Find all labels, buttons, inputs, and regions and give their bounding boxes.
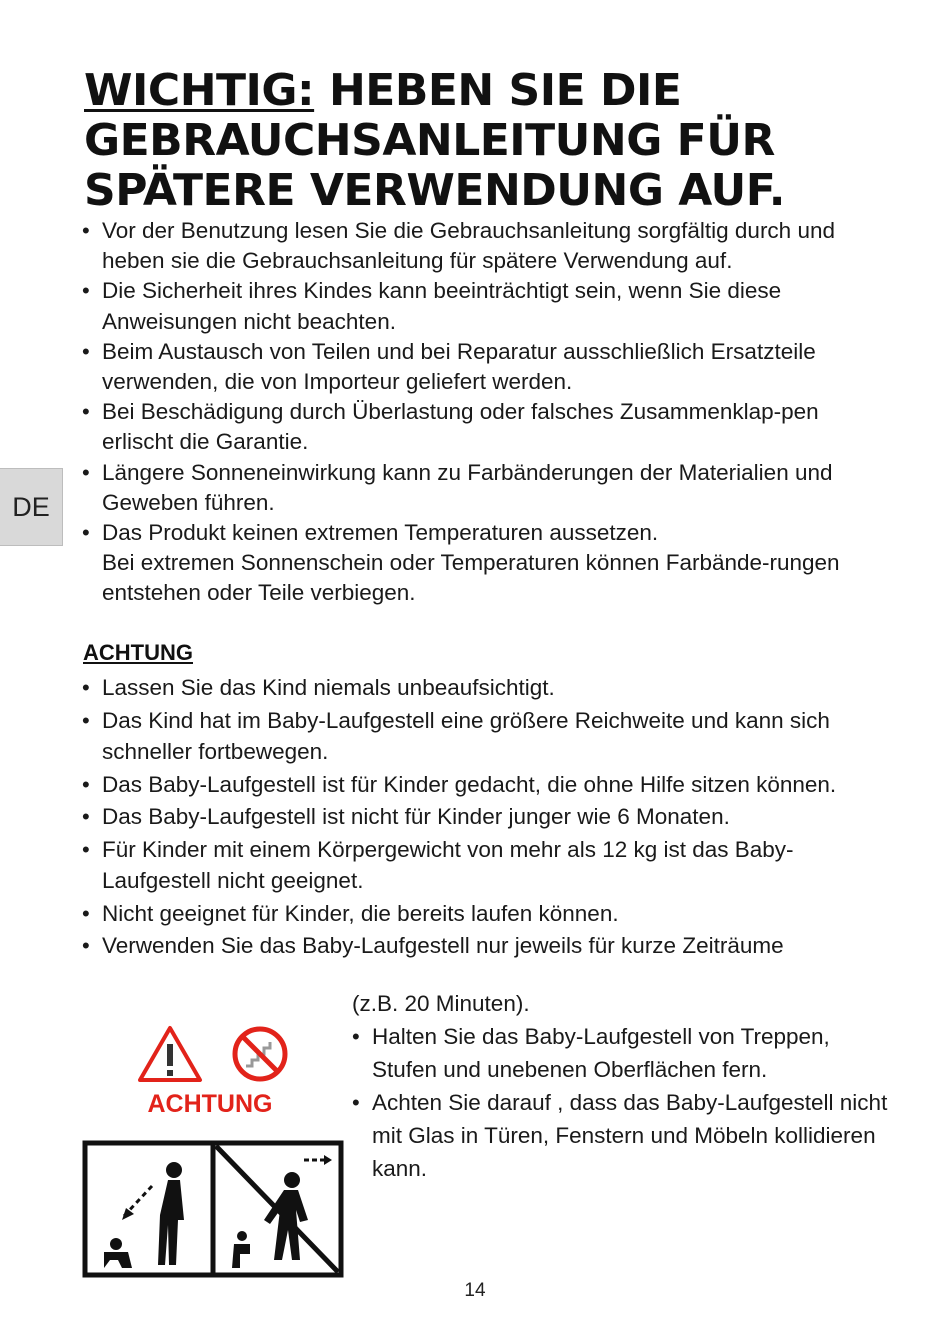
list-item: • Für Kinder mit einem Körpergewicht von mehr als 12 kg ist das Baby-Laufgestell nicht geeignet. [82, 834, 882, 897]
list-item: • Vor der Benutzung lesen Sie die Gebrauchsanleitung sorgfältig durch und heben sie die Gebrauchsanleitung für spätere Verwendung auf. [82, 216, 882, 276]
title-rest-line1: HEBEN SIE DIE [314, 65, 682, 116]
list-item: • Lassen Sie das Kind niemals unbeaufsichtigt. [82, 672, 882, 704]
page-title [84, 66, 904, 216]
list-item: • Halten Sie das Baby-Laufgestell von Treppen, Stufen und unebenen Oberflächen fern. [352, 1020, 892, 1086]
list-item: • Längere Sonneneinwirkung kann zu Farbänderungen der Materialien und Geweben führen. [82, 458, 882, 518]
duration-note: (z.B. 20 Minuten). [352, 991, 530, 1016]
list-item: • Verwenden Sie das Baby-Laufgestell nur jeweils für kurze Zeiträume [82, 930, 882, 962]
title-prefix: WICHTIG: [84, 65, 315, 116]
list-item: • Das Produkt keinen extremen Temperaturen aussetzen. Bei extremen Sonnenschein oder Temperaturen können Farbände-rungen entstehen oder Teile verbiegen. [82, 518, 882, 609]
list-item: • Das Kind hat im Baby-Laufgestell eine größere Reichweite und kann sich schneller fortbewegen. [82, 705, 882, 768]
warning-graphic [80, 1022, 340, 1122]
title-line3: SPÄTERE VERWENDUNG AUF. [84, 165, 786, 216]
general-instructions-list [82, 216, 882, 609]
walker-safety-pictogram [82, 1140, 344, 1278]
warning-heading: ACHTUNG [83, 640, 193, 665]
title-line2: GEBRAUCHSANLEITUNG FÜR [84, 115, 775, 166]
list-item-continuation: Bei extremen Sonnenschein oder Temperaturen können Farbände-rungen entstehen oder Teile verbiegen. [102, 550, 840, 606]
list-item: • Achten Sie darauf , dass das Baby-Laufgestell nicht mit Glas in Türen, Fenstern und Möbeln kollidieren kann. [352, 1086, 892, 1185]
no-stairs-icon [235, 1029, 285, 1079]
list-item: • Das Baby-Laufgestell ist nicht für Kinder junger wie 6 Monaten. [82, 801, 882, 833]
language-tab: DE [0, 468, 63, 546]
warning-triangle-icon [140, 1028, 200, 1080]
warning-list [82, 672, 882, 963]
list-item: • Beim Austausch von Teilen und bei Reparatur ausschließlich Ersatzteile verwenden, die von Importeur geliefert werden. [82, 337, 882, 397]
list-item: • Das Baby-Laufgestell ist für Kinder gedacht, die ohne Hilfe sitzen können. [82, 769, 882, 801]
list-item: • Nicht geeignet für Kinder, die bereits laufen können. [82, 898, 882, 930]
list-item: • Bei Beschädigung durch Überlastung oder falsches Zusammenklap-pen erlischt die Garantie. [82, 397, 882, 457]
warning-label: ACHTUNG [147, 1090, 273, 1118]
warning-side-list [352, 1020, 892, 1185]
page-number: 14 [464, 1280, 486, 1301]
list-item: • Die Sicherheit ihres Kindes kann beeinträchtigt sein, wenn Sie diese Anweisungen nicht beachten. [82, 276, 882, 336]
